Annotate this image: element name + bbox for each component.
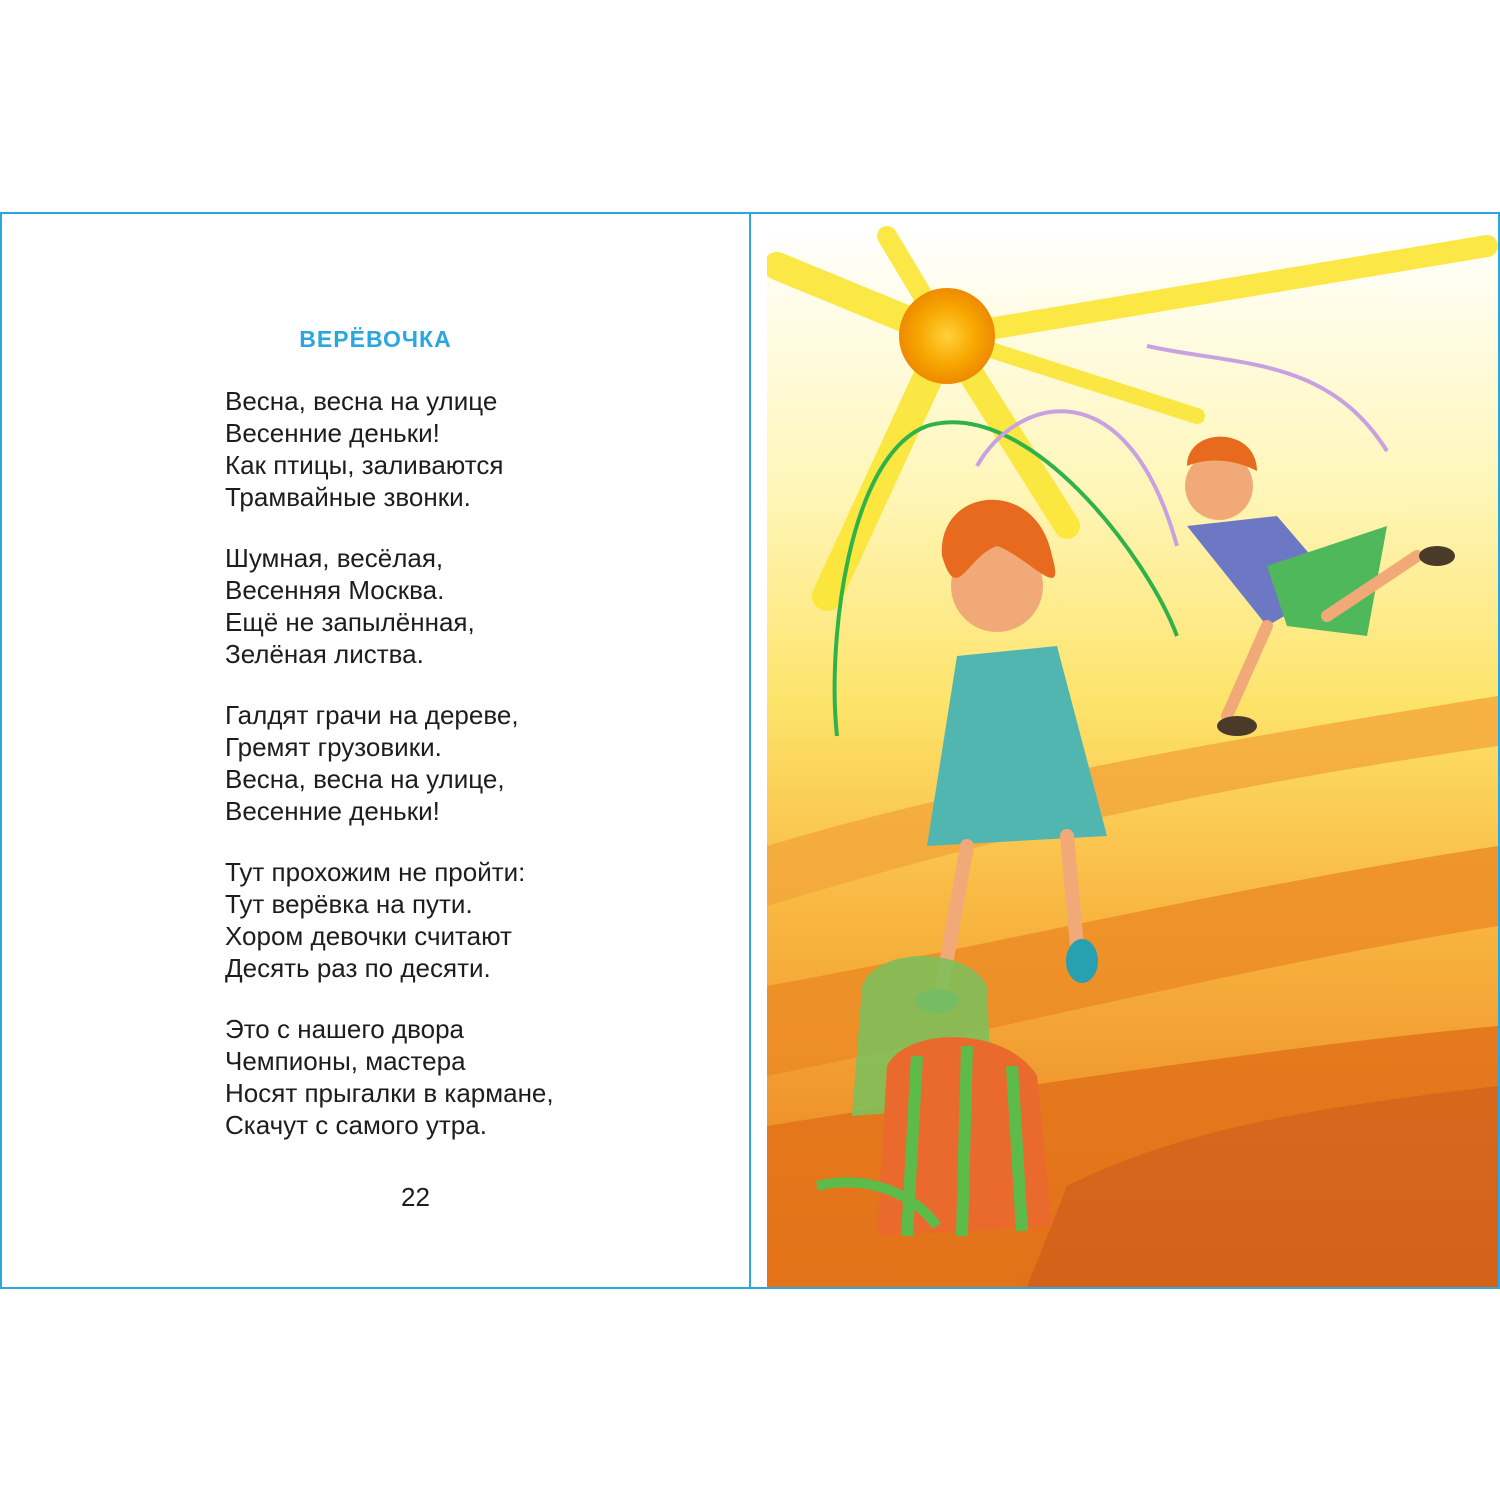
poem-line: Галдят грачи на дереве, [225, 700, 519, 730]
poem-line: Носят прыгалки в кармане, [225, 1078, 554, 1108]
page-number: 22 [401, 1182, 430, 1212]
book-spread [0, 212, 1500, 1289]
poem-line: Это с нашего двора [225, 1014, 465, 1044]
poem-line: Тут прохожим не пройти: [225, 857, 526, 887]
poem-line: Зелёная листва. [225, 639, 424, 669]
poem-line: Десять раз по десяти. [225, 953, 491, 983]
poem-line: Как птицы, заливаются [225, 450, 504, 480]
illustration-art [767, 226, 1498, 1287]
stanza [225, 542, 554, 670]
poem-line: Ещё не запылённая, [225, 607, 475, 637]
stanza [225, 856, 554, 984]
poem-line: Шумная, весёлая, [225, 543, 444, 573]
page-divider [749, 214, 751, 1287]
poem-line: Хором девочки считают [225, 921, 512, 951]
stanza [225, 385, 554, 513]
poem-line: Тут верёвка на пути. [225, 889, 473, 919]
poem-line: Скачут с самого утра. [225, 1110, 487, 1140]
poem-line: Весенние деньки! [225, 796, 440, 826]
poem-line: Весенние деньки! [225, 418, 440, 448]
poem-line: Весенняя Москва. [225, 575, 445, 605]
poem-line: Гремят грузовики. [225, 732, 442, 762]
poem-line: Чемпионы, мастера [225, 1046, 466, 1076]
illustration [767, 226, 1498, 1287]
stanza [225, 1013, 554, 1141]
poem-body [225, 385, 554, 1170]
poem-line: Весна, весна на улице, [225, 764, 505, 794]
poem-line: Весна, весна на улице [225, 386, 498, 416]
stanza [225, 699, 554, 827]
poem-title: ВЕРЁВОЧКА [299, 326, 452, 352]
text-page [2, 214, 749, 1287]
poem-line: Трамвайные звонки. [225, 482, 471, 512]
